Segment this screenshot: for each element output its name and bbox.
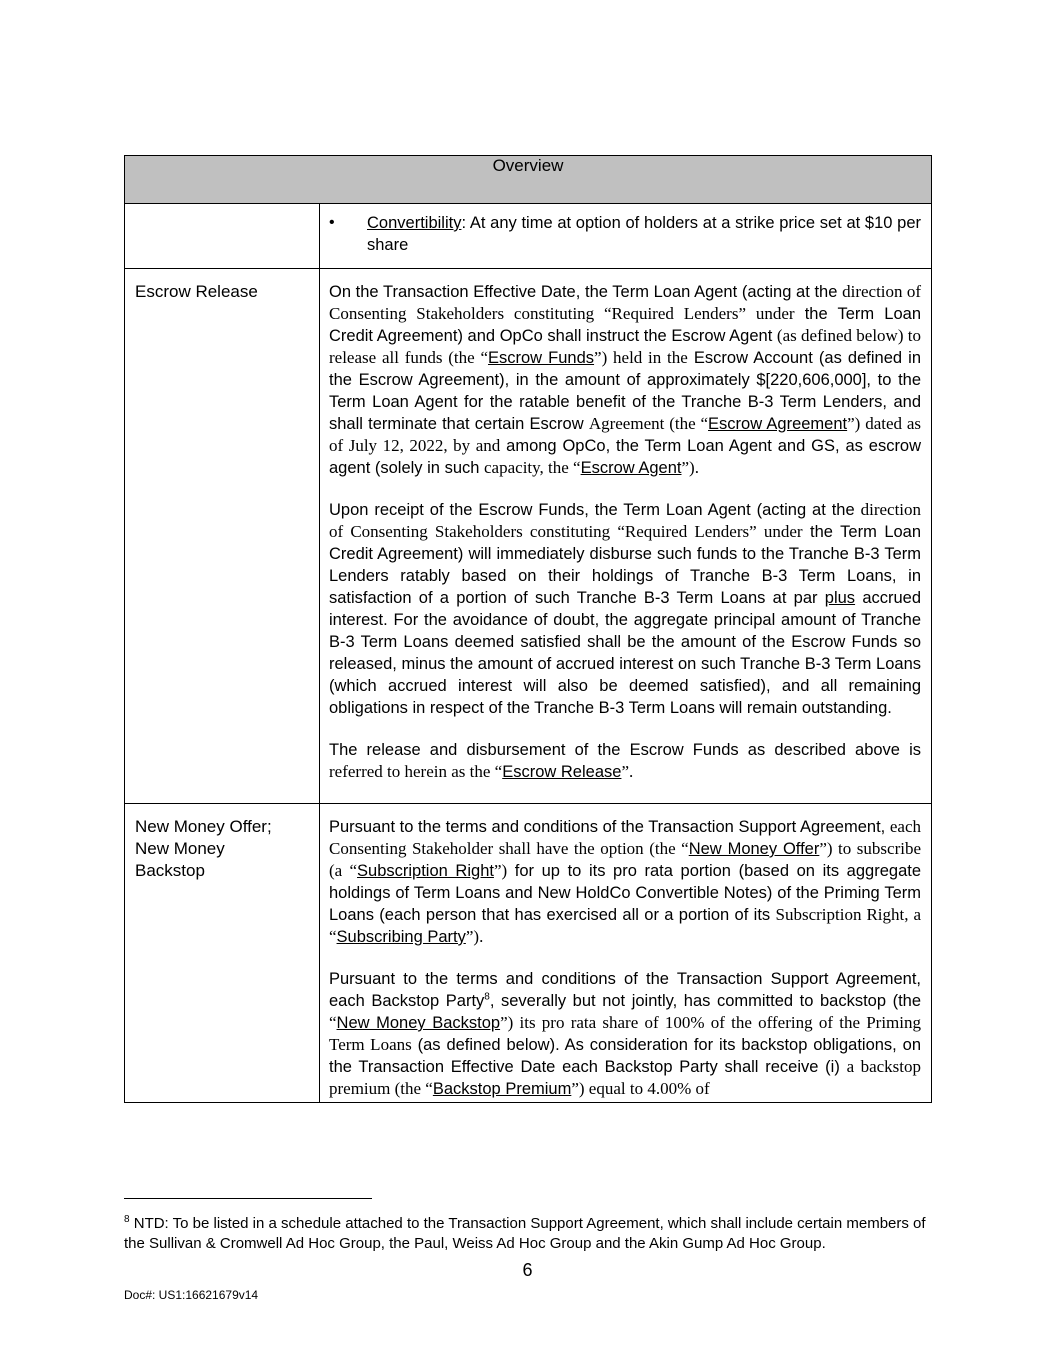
defined-term: Convertibility	[367, 214, 462, 232]
bullet-icon: •	[329, 214, 335, 231]
defined-term: Escrow Release	[502, 763, 622, 781]
defined-term: Escrow Agent	[580, 459, 682, 477]
table-row-convertibility	[125, 204, 932, 269]
row-label-empty	[125, 204, 320, 269]
footnote-reference[interactable]: 8	[484, 991, 490, 1003]
emphasis-term: plus	[824, 589, 856, 607]
defined-term: Subscription Right	[357, 862, 494, 880]
document-id: Doc#: US1:16621679v14	[124, 1288, 259, 1302]
footnote: $^8$ NTD: To be listed in a schedule attached to the Transaction Support Agreement, which shall include certain members of the Sullivan & Cromwell Ad Hoc Group, the Paul, Weiss Ad Hoc Group and the Akin Gump Ad Hoc Group.	[124, 1214, 926, 1252]
paragraph: On the Transaction Effective Date, the Term Loan Agent (acting at the direction of Consenting Stakeholders constituting “Required Lenders” under the Term Loan Credit Agreement) and OpCo shall instruct the Escrow Agent (as defined below) to release all funds (the “Escrow Funds”) held in the Escrow Account (as defined in the Escrow Agreement), in the amount of approximately $[220,606,000], to the Term Loan Agent for the ratable benefit of the Tranche B-3 Term Lenders, and shall terminate that certain Escrow Agreement (the “Escrow Agreement”) dated as of July 12, 2022, by and among OpCo, the Term Loan Agent and GS, as escrow agent (solely in such capacity, the “Escrow Agent”).	[329, 282, 922, 477]
defined-term: Escrow Agreement	[708, 415, 848, 433]
paragraph: Upon receipt of the Escrow Funds, the Term Loan Agent (acting at the direction of Consenting Stakeholders constituting “Required Lenders” under the Term Loan Credit Agreement) will immediately disburse such funds to the Tranche B-3 Term Lenders ratably based on their holdings of Tranche B-3 Term Loans, in satisfaction of a portion of such Tranche B-3 Term Loans at par plus accrued interest. For the avoidance of doubt, the aggregate principal amount of Tranche B-3 Term Loans deemed satisfied shall be the amount of the Escrow Funds so released, minus the amount of accrued interest on such Tranche B-3 Term Loans (which accrued interest will also be deemed satisfied), and all remaining obligations in respect of the Tranche B-3 Term Loans will remain outstanding.	[329, 500, 922, 717]
row-body	[320, 804, 932, 1103]
defined-term: Subscribing Party	[336, 928, 466, 946]
paragraph: The release and disbursement of the Escrow Funds as described above is referred to herein as the “Escrow Release”.	[329, 741, 922, 781]
bullet-item: • Convertibility: At any time at option of holders at a strike price set at $10 per share	[329, 214, 922, 254]
defined-term: New Money Backstop	[336, 1014, 501, 1032]
table-row-new-money	[125, 804, 932, 1103]
term-sheet-table	[124, 155, 932, 1103]
row-body	[320, 269, 932, 804]
page-number: 6	[522, 1260, 533, 1280]
row-label: New Money Offer; New Money Backstop	[125, 804, 320, 1103]
table-header-overview: Overview	[125, 156, 932, 204]
defined-term: New Money Offer	[688, 840, 820, 858]
defined-term: Backstop Premium	[432, 1080, 572, 1098]
footnote-marker: 8	[124, 1214, 130, 1225]
paragraph: Pursuant to the terms and conditions of the Transaction Support Agreement, each Consenting Stakeholder shall have the option (the “New Money Offer”) to subscribe (a “Subscription Right”) for up to its pro rata portion (based on its aggregate holdings of Term Loans and New HoldCo Convertible Notes) of the Priming Term Loans (each person that has exercised all or a portion of its Subscription Right, a “Subscribing Party”).	[329, 817, 922, 946]
defined-term: Escrow Funds	[487, 349, 595, 367]
table-row-escrow-release	[125, 269, 932, 804]
row-label: Escrow Release	[125, 269, 320, 804]
paragraph: Pursuant to the terms and conditions of the Transaction Support Agreement, each Backstop Party$^8$, severally but not jointly, has committed to backstop (the “New Money Backstop”) its pro rata share of 100% of the offering of the Priming Term Loans (as defined below). As consideration for its backstop obligations, on the Transaction Effective Date each Backstop Party shall receive (i) a backstop premium (the “Backstop Premium”) equal to 4.00% of	[329, 970, 922, 1098]
footnote-divider	[124, 1198, 372, 1199]
